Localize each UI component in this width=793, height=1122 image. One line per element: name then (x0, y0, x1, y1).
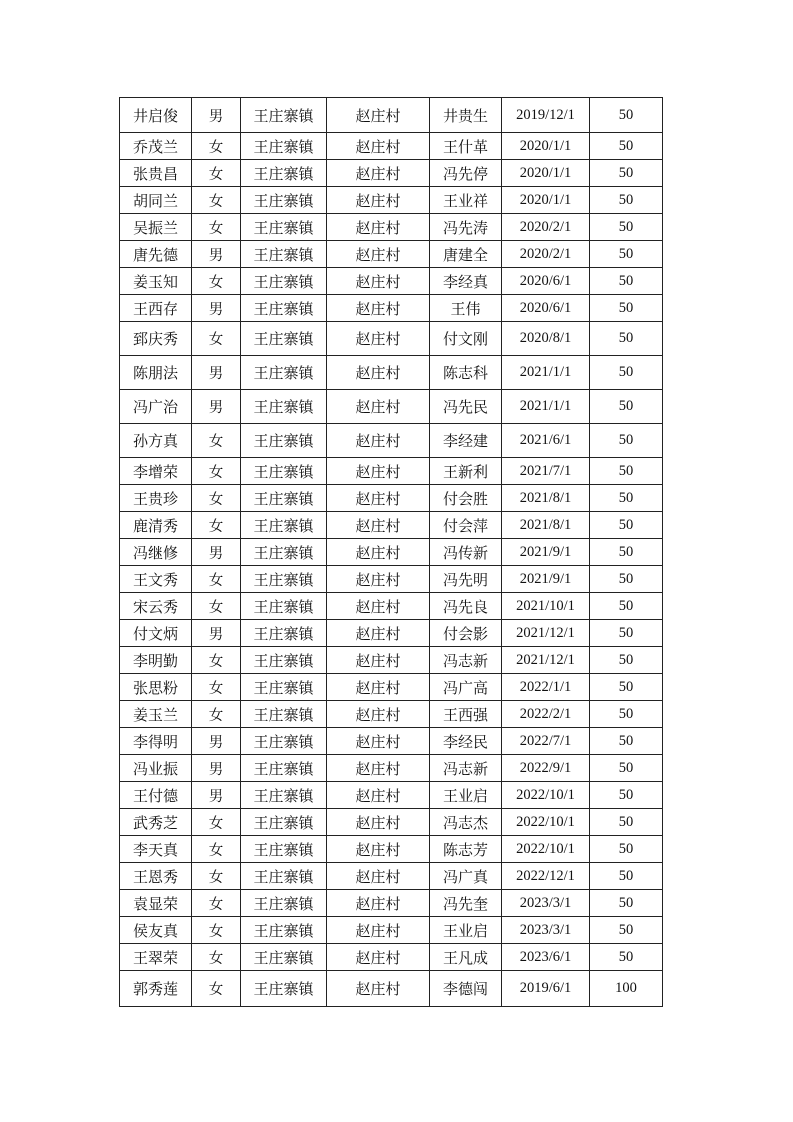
relative-cell: 冯先停 (430, 160, 502, 187)
table-row (120, 674, 663, 701)
village-cell: 赵庄村 (327, 701, 430, 728)
date-cell: 2020/2/1 (502, 214, 590, 241)
table-row (120, 424, 663, 458)
relative-cell: 冯志新 (430, 647, 502, 674)
table-row (120, 539, 663, 566)
amount-cell: 50 (590, 187, 663, 214)
name-cell: 李天真 (120, 836, 192, 863)
table-row (120, 187, 663, 214)
gender-cell: 女 (192, 836, 241, 863)
village-cell: 赵庄村 (327, 836, 430, 863)
date-cell: 2022/7/1 (502, 728, 590, 755)
gender-cell: 男 (192, 98, 241, 133)
amount-cell: 50 (590, 485, 663, 512)
town-cell: 王庄寨镇 (241, 133, 327, 160)
amount-cell: 50 (590, 755, 663, 782)
amount-cell: 50 (590, 424, 663, 458)
gender-cell: 男 (192, 728, 241, 755)
gender-cell: 女 (192, 512, 241, 539)
amount-cell: 100 (590, 971, 663, 1007)
town-cell: 王庄寨镇 (241, 863, 327, 890)
table-row (120, 485, 663, 512)
relative-cell: 冯先奎 (430, 890, 502, 917)
records-table-body (120, 98, 663, 1007)
gender-cell: 男 (192, 356, 241, 390)
gender-cell: 女 (192, 214, 241, 241)
name-cell: 王翠荣 (120, 944, 192, 971)
name-cell: 鹿清秀 (120, 512, 192, 539)
name-cell: 冯继修 (120, 539, 192, 566)
town-cell: 王庄寨镇 (241, 755, 327, 782)
table-row (120, 620, 663, 647)
relative-cell: 冯传新 (430, 539, 502, 566)
amount-cell: 50 (590, 322, 663, 356)
village-cell: 赵庄村 (327, 566, 430, 593)
table-row (120, 809, 663, 836)
amount-cell: 50 (590, 728, 663, 755)
date-cell: 2021/12/1 (502, 647, 590, 674)
name-cell: 郅庆秀 (120, 322, 192, 356)
name-cell: 李增荣 (120, 458, 192, 485)
table-row (120, 390, 663, 424)
town-cell: 王庄寨镇 (241, 512, 327, 539)
amount-cell: 50 (590, 890, 663, 917)
date-cell: 2021/8/1 (502, 485, 590, 512)
town-cell: 王庄寨镇 (241, 593, 327, 620)
town-cell: 王庄寨镇 (241, 424, 327, 458)
relative-cell: 冯志杰 (430, 809, 502, 836)
amount-cell: 50 (590, 214, 663, 241)
town-cell: 王庄寨镇 (241, 566, 327, 593)
table-row (120, 836, 663, 863)
town-cell: 王庄寨镇 (241, 485, 327, 512)
village-cell: 赵庄村 (327, 356, 430, 390)
date-cell: 2022/10/1 (502, 782, 590, 809)
amount-cell: 50 (590, 809, 663, 836)
amount-cell: 50 (590, 863, 663, 890)
relative-cell: 王业启 (430, 782, 502, 809)
relative-cell: 李经建 (430, 424, 502, 458)
amount-cell: 50 (590, 458, 663, 485)
table-row (120, 268, 663, 295)
gender-cell: 女 (192, 187, 241, 214)
amount-cell: 50 (590, 539, 663, 566)
table-row (120, 701, 663, 728)
table-row (120, 241, 663, 268)
name-cell: 胡同兰 (120, 187, 192, 214)
date-cell: 2021/9/1 (502, 539, 590, 566)
relative-cell: 王凡成 (430, 944, 502, 971)
relative-cell: 冯先明 (430, 566, 502, 593)
village-cell: 赵庄村 (327, 809, 430, 836)
relative-cell: 井贵生 (430, 98, 502, 133)
gender-cell: 女 (192, 485, 241, 512)
amount-cell: 50 (590, 917, 663, 944)
town-cell: 王庄寨镇 (241, 728, 327, 755)
relative-cell: 冯先民 (430, 390, 502, 424)
village-cell: 赵庄村 (327, 512, 430, 539)
date-cell: 2021/8/1 (502, 512, 590, 539)
village-cell: 赵庄村 (327, 160, 430, 187)
date-cell: 2022/9/1 (502, 755, 590, 782)
table-row (120, 133, 663, 160)
date-cell: 2022/12/1 (502, 863, 590, 890)
village-cell: 赵庄村 (327, 485, 430, 512)
town-cell: 王庄寨镇 (241, 782, 327, 809)
relative-cell: 付会影 (430, 620, 502, 647)
gender-cell: 男 (192, 241, 241, 268)
relative-cell: 王伟 (430, 295, 502, 322)
table-row (120, 593, 663, 620)
relative-cell: 王新利 (430, 458, 502, 485)
village-cell: 赵庄村 (327, 917, 430, 944)
gender-cell: 女 (192, 458, 241, 485)
gender-cell: 女 (192, 593, 241, 620)
name-cell: 侯友真 (120, 917, 192, 944)
records-table (119, 97, 663, 1007)
village-cell: 赵庄村 (327, 890, 430, 917)
amount-cell: 50 (590, 98, 663, 133)
town-cell: 王庄寨镇 (241, 917, 327, 944)
date-cell: 2021/12/1 (502, 620, 590, 647)
table-row (120, 295, 663, 322)
date-cell: 2019/6/1 (502, 971, 590, 1007)
town-cell: 王庄寨镇 (241, 539, 327, 566)
table-row (120, 566, 663, 593)
village-cell: 赵庄村 (327, 971, 430, 1007)
relative-cell: 冯广高 (430, 674, 502, 701)
amount-cell: 50 (590, 701, 663, 728)
amount-cell: 50 (590, 160, 663, 187)
table-row (120, 890, 663, 917)
date-cell: 2020/1/1 (502, 133, 590, 160)
village-cell: 赵庄村 (327, 674, 430, 701)
date-cell: 2020/6/1 (502, 268, 590, 295)
amount-cell: 50 (590, 836, 663, 863)
date-cell: 2021/9/1 (502, 566, 590, 593)
name-cell: 唐先德 (120, 241, 192, 268)
town-cell: 王庄寨镇 (241, 836, 327, 863)
name-cell: 李明勤 (120, 647, 192, 674)
town-cell: 王庄寨镇 (241, 458, 327, 485)
gender-cell: 女 (192, 424, 241, 458)
town-cell: 王庄寨镇 (241, 971, 327, 1007)
town-cell: 王庄寨镇 (241, 98, 327, 133)
name-cell: 宋云秀 (120, 593, 192, 620)
gender-cell: 女 (192, 674, 241, 701)
amount-cell: 50 (590, 620, 663, 647)
village-cell: 赵庄村 (327, 647, 430, 674)
town-cell: 王庄寨镇 (241, 187, 327, 214)
name-cell: 袁显荣 (120, 890, 192, 917)
town-cell: 王庄寨镇 (241, 241, 327, 268)
village-cell: 赵庄村 (327, 424, 430, 458)
gender-cell: 女 (192, 133, 241, 160)
gender-cell: 女 (192, 701, 241, 728)
table-row (120, 971, 663, 1007)
date-cell: 2023/6/1 (502, 944, 590, 971)
amount-cell: 50 (590, 268, 663, 295)
gender-cell: 女 (192, 809, 241, 836)
date-cell: 2023/3/1 (502, 917, 590, 944)
gender-cell: 女 (192, 268, 241, 295)
date-cell: 2021/1/1 (502, 356, 590, 390)
gender-cell: 男 (192, 295, 241, 322)
table-row (120, 782, 663, 809)
village-cell: 赵庄村 (327, 295, 430, 322)
gender-cell: 女 (192, 647, 241, 674)
town-cell: 王庄寨镇 (241, 295, 327, 322)
date-cell: 2020/1/1 (502, 187, 590, 214)
village-cell: 赵庄村 (327, 214, 430, 241)
name-cell: 付文炳 (120, 620, 192, 647)
town-cell: 王庄寨镇 (241, 647, 327, 674)
village-cell: 赵庄村 (327, 728, 430, 755)
town-cell: 王庄寨镇 (241, 701, 327, 728)
name-cell: 王西存 (120, 295, 192, 322)
gender-cell: 男 (192, 755, 241, 782)
town-cell: 王庄寨镇 (241, 390, 327, 424)
town-cell: 王庄寨镇 (241, 214, 327, 241)
village-cell: 赵庄村 (327, 863, 430, 890)
village-cell: 赵庄村 (327, 268, 430, 295)
village-cell: 赵庄村 (327, 458, 430, 485)
relative-cell: 李德闯 (430, 971, 502, 1007)
name-cell: 姜玉知 (120, 268, 192, 295)
date-cell: 2022/10/1 (502, 809, 590, 836)
gender-cell: 女 (192, 160, 241, 187)
name-cell: 吴振兰 (120, 214, 192, 241)
table-row (120, 944, 663, 971)
town-cell: 王庄寨镇 (241, 809, 327, 836)
name-cell: 王付德 (120, 782, 192, 809)
amount-cell: 50 (590, 356, 663, 390)
amount-cell: 50 (590, 674, 663, 701)
name-cell: 井启俊 (120, 98, 192, 133)
village-cell: 赵庄村 (327, 539, 430, 566)
relative-cell: 冯先良 (430, 593, 502, 620)
amount-cell: 50 (590, 944, 663, 971)
table-row (120, 160, 663, 187)
amount-cell: 50 (590, 512, 663, 539)
gender-cell: 女 (192, 944, 241, 971)
name-cell: 武秀芝 (120, 809, 192, 836)
gender-cell: 男 (192, 620, 241, 647)
gender-cell: 女 (192, 971, 241, 1007)
amount-cell: 50 (590, 241, 663, 268)
date-cell: 2022/2/1 (502, 701, 590, 728)
village-cell: 赵庄村 (327, 593, 430, 620)
relative-cell: 王业启 (430, 917, 502, 944)
village-cell: 赵庄村 (327, 98, 430, 133)
date-cell: 2022/1/1 (502, 674, 590, 701)
gender-cell: 女 (192, 566, 241, 593)
amount-cell: 50 (590, 566, 663, 593)
town-cell: 王庄寨镇 (241, 268, 327, 295)
amount-cell: 50 (590, 782, 663, 809)
table-row (120, 356, 663, 390)
date-cell: 2020/1/1 (502, 160, 590, 187)
town-cell: 王庄寨镇 (241, 944, 327, 971)
amount-cell: 50 (590, 390, 663, 424)
table-row (120, 647, 663, 674)
table-row (120, 755, 663, 782)
name-cell: 李得明 (120, 728, 192, 755)
amount-cell: 50 (590, 295, 663, 322)
table-row (120, 512, 663, 539)
relative-cell: 冯志新 (430, 755, 502, 782)
gender-cell: 女 (192, 917, 241, 944)
name-cell: 张贵昌 (120, 160, 192, 187)
name-cell: 张思粉 (120, 674, 192, 701)
name-cell: 王文秀 (120, 566, 192, 593)
table-row (120, 322, 663, 356)
table-row (120, 98, 663, 133)
relative-cell: 陈志芳 (430, 836, 502, 863)
gender-cell: 女 (192, 863, 241, 890)
village-cell: 赵庄村 (327, 755, 430, 782)
village-cell: 赵庄村 (327, 187, 430, 214)
table-row (120, 863, 663, 890)
town-cell: 王庄寨镇 (241, 160, 327, 187)
relative-cell: 王西强 (430, 701, 502, 728)
table-row (120, 458, 663, 485)
table-row (120, 728, 663, 755)
gender-cell: 男 (192, 782, 241, 809)
name-cell: 王恩秀 (120, 863, 192, 890)
date-cell: 2020/6/1 (502, 295, 590, 322)
village-cell: 赵庄村 (327, 390, 430, 424)
village-cell: 赵庄村 (327, 133, 430, 160)
village-cell: 赵庄村 (327, 944, 430, 971)
gender-cell: 男 (192, 390, 241, 424)
village-cell: 赵庄村 (327, 241, 430, 268)
relative-cell: 李经民 (430, 728, 502, 755)
date-cell: 2021/6/1 (502, 424, 590, 458)
village-cell: 赵庄村 (327, 620, 430, 647)
name-cell: 冯业振 (120, 755, 192, 782)
relative-cell: 付会胜 (430, 485, 502, 512)
name-cell: 王贵珍 (120, 485, 192, 512)
relative-cell: 唐建全 (430, 241, 502, 268)
date-cell: 2020/2/1 (502, 241, 590, 268)
town-cell: 王庄寨镇 (241, 890, 327, 917)
gender-cell: 女 (192, 322, 241, 356)
name-cell: 姜玉兰 (120, 701, 192, 728)
date-cell: 2023/3/1 (502, 890, 590, 917)
relative-cell: 付文刚 (430, 322, 502, 356)
relative-cell: 冯广真 (430, 863, 502, 890)
town-cell: 王庄寨镇 (241, 356, 327, 390)
town-cell: 王庄寨镇 (241, 674, 327, 701)
gender-cell: 女 (192, 890, 241, 917)
relative-cell: 李经真 (430, 268, 502, 295)
date-cell: 2020/8/1 (502, 322, 590, 356)
relative-cell: 付会萍 (430, 512, 502, 539)
date-cell: 2021/7/1 (502, 458, 590, 485)
village-cell: 赵庄村 (327, 322, 430, 356)
date-cell: 2022/10/1 (502, 836, 590, 863)
table-row (120, 917, 663, 944)
relative-cell: 陈志科 (430, 356, 502, 390)
amount-cell: 50 (590, 593, 663, 620)
gender-cell: 男 (192, 539, 241, 566)
name-cell: 孙方真 (120, 424, 192, 458)
village-cell: 赵庄村 (327, 782, 430, 809)
relative-cell: 王业祥 (430, 187, 502, 214)
town-cell: 王庄寨镇 (241, 322, 327, 356)
amount-cell: 50 (590, 133, 663, 160)
relative-cell: 冯先涛 (430, 214, 502, 241)
amount-cell: 50 (590, 647, 663, 674)
name-cell: 郭秀莲 (120, 971, 192, 1007)
relative-cell: 王什革 (430, 133, 502, 160)
date-cell: 2021/10/1 (502, 593, 590, 620)
name-cell: 冯广治 (120, 390, 192, 424)
town-cell: 王庄寨镇 (241, 620, 327, 647)
name-cell: 乔茂兰 (120, 133, 192, 160)
date-cell: 2021/1/1 (502, 390, 590, 424)
date-cell: 2019/12/1 (502, 98, 590, 133)
name-cell: 陈朋法 (120, 356, 192, 390)
table-row (120, 214, 663, 241)
